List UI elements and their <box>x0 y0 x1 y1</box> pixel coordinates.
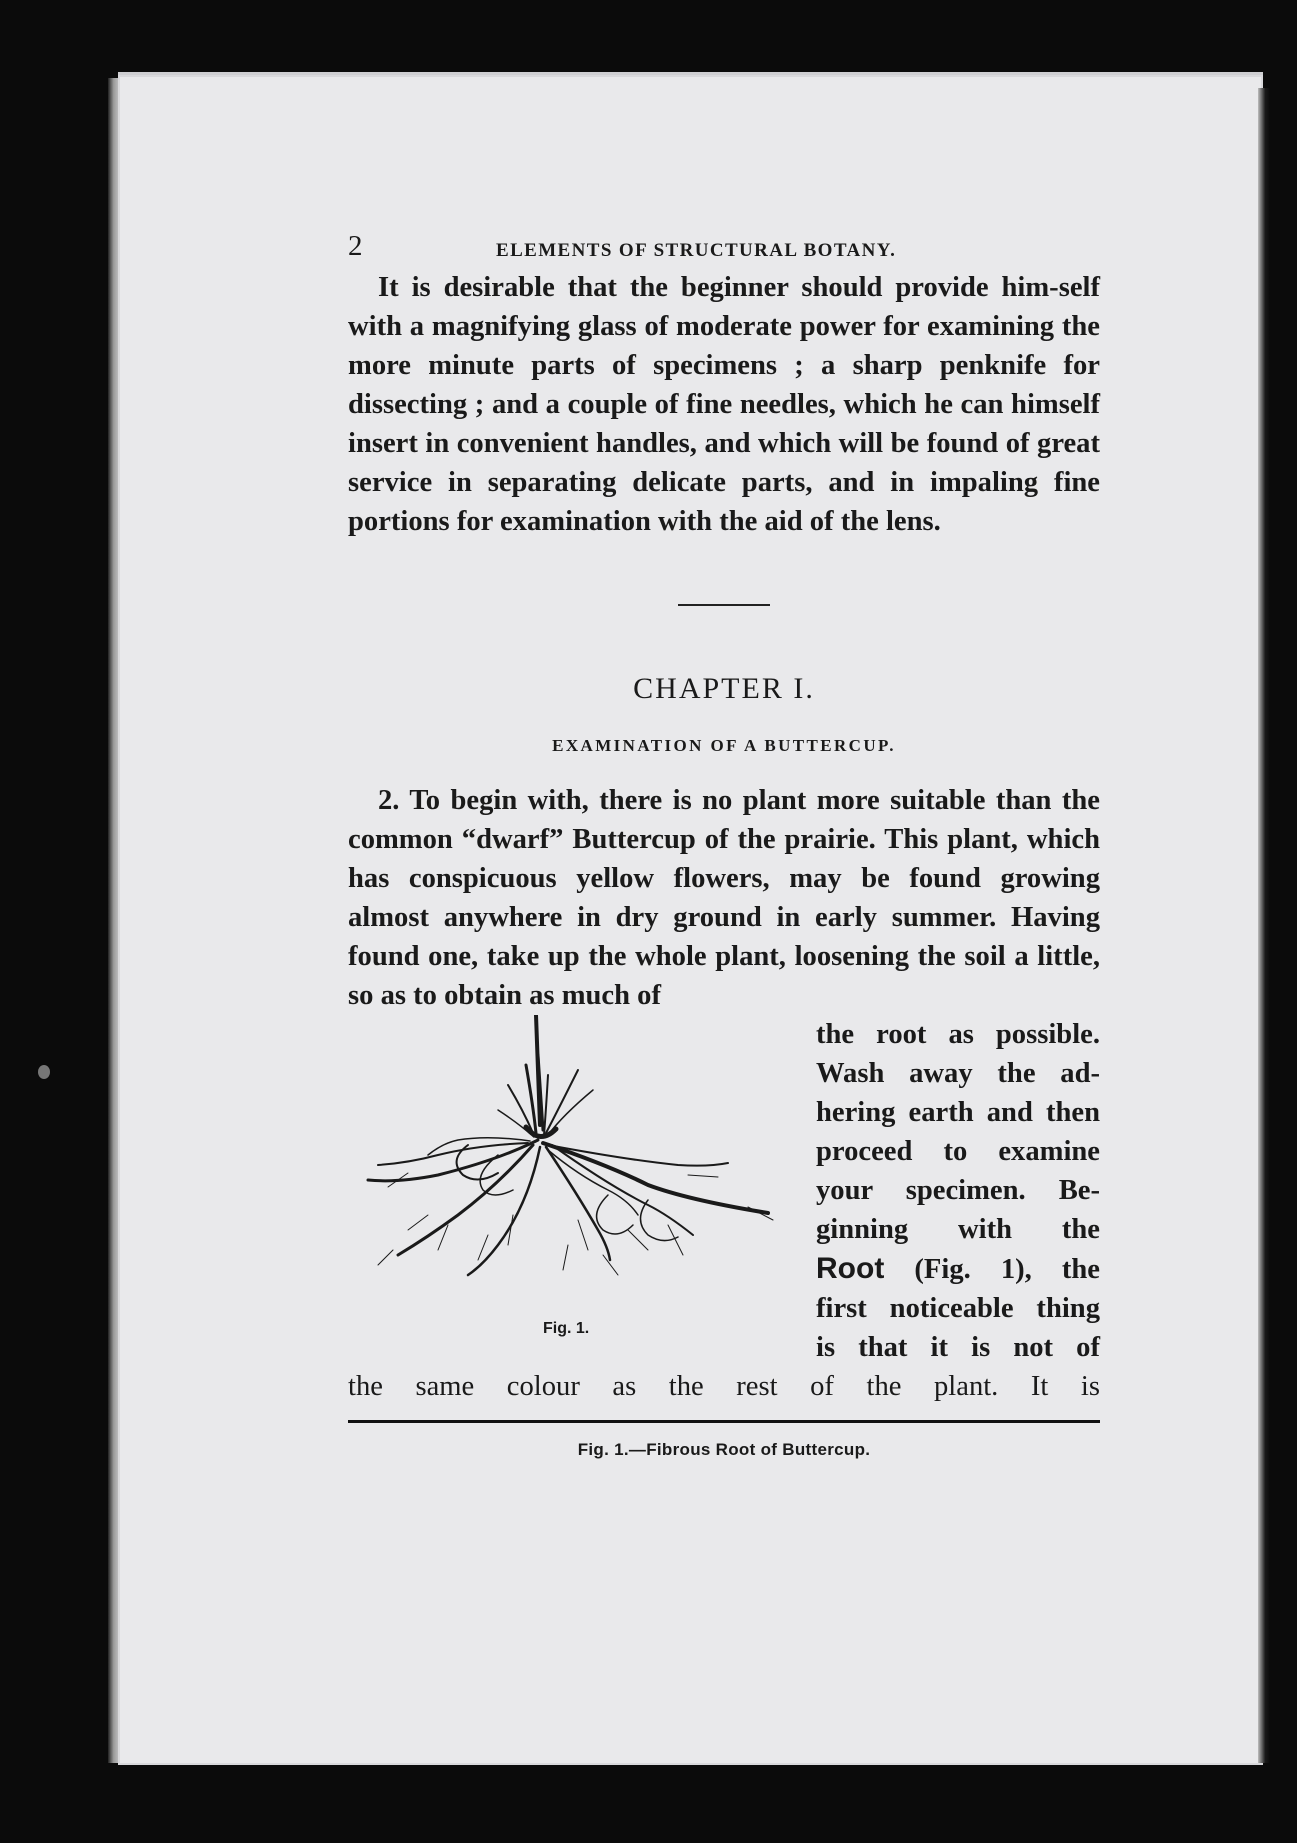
side-line: proceed to examine <box>816 1136 1100 1167</box>
running-head <box>348 220 1100 260</box>
side-line-root <box>816 1249 1100 1289</box>
root-line-rest: (Fig. 1), the <box>914 1254 1100 1285</box>
figure-caption: Fig. 1.—Fibrous Root of Buttercup. <box>577 1440 871 1459</box>
side-line: the root as possible. <box>816 1019 1100 1050</box>
footnote-rule <box>348 1420 1100 1423</box>
side-line: Wash away the ad- <box>816 1058 1100 1089</box>
section-2-opening: 2. To begin with, there is no plant more suitable than the common “dwarf” Buttercup of the prairie. This plant, which has conspicuous yellow flowers, may be found growing almost anywhere in dry ground in early summer. Having found one, take up the whole plant, loosening the soil a little, so as to obtain as much of <box>348 785 1100 1011</box>
side-line: ginning with the <box>816 1214 1100 1245</box>
figure-label: Fig. 1. <box>543 1320 590 1337</box>
figure-1 <box>348 1015 808 1367</box>
section-divider <box>678 604 770 606</box>
root-term: Root <box>816 1252 885 1285</box>
section-2-closing-line: the same colour as the rest of the plant. It is <box>348 1371 1100 1402</box>
chapter-subheading: EXAMINATION OF A BUTTERCUP. <box>552 736 896 755</box>
side-line: first noticeable thing <box>816 1293 1100 1324</box>
page-number: 2 <box>348 230 363 262</box>
scan-speck <box>38 1065 50 1079</box>
figure-side-text <box>816 1015 1100 1367</box>
intro-paragraph <box>348 268 1100 541</box>
chapter-heading: CHAPTER I. <box>633 672 815 705</box>
buttercup-root-illustration-icon <box>348 1015 808 1367</box>
page-content <box>348 220 1100 1460</box>
section-2-paragraph <box>348 781 1100 1015</box>
page-right-shadow <box>1258 88 1270 1763</box>
figure-block <box>348 1015 1100 1367</box>
side-line: is that it is not of <box>816 1332 1100 1363</box>
side-line: hering earth and then <box>816 1097 1100 1128</box>
side-line: your specimen. Be- <box>816 1175 1100 1206</box>
intro-paragraph-text: It is desirable that the beginner should provide him-self with a magnifying glass of moderate power for examining the more minute parts of specimens ; a sharp penknife for dissecting ; and a couple of fine needles, which he can himself insert in convenient handles, and which will be found of great service in separating delicate parts, and in impaling fine portions for examination with the aid of the lens. <box>348 272 1100 537</box>
running-head-title: ELEMENTS OF STRUCTURAL BOTANY. <box>496 240 897 261</box>
